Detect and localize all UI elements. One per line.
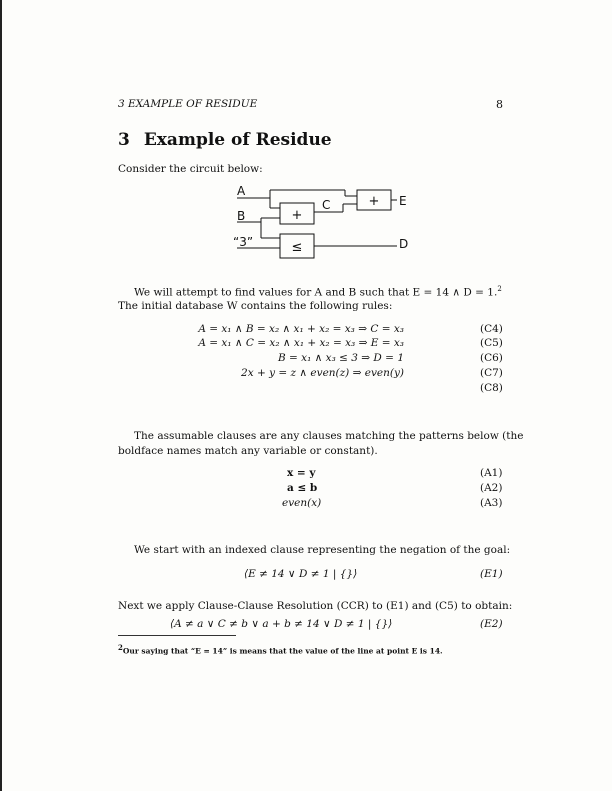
section-title: Example of Residue: [143, 130, 332, 150]
comparator-symbol: ≤: [291, 240, 303, 255]
circuit-label-e: E: [399, 194, 407, 208]
adder2-symbol: +: [368, 194, 380, 209]
rule-c5-expr: A = x₁ ∧ C = x₂ ∧ x₁ + x₂ = x₃ ⇒ E = x₃: [198, 337, 404, 349]
adder1-symbol: +: [291, 208, 303, 223]
clause-e2-label: (E2): [480, 618, 503, 630]
pattern-a1-label: (A1): [480, 467, 503, 479]
start-text: We start with an indexed clause representing the negation of the goal:: [134, 544, 511, 556]
footnote-ref: 2: [497, 285, 502, 293]
rule-c5-label: (C5): [480, 337, 503, 349]
circuit-label-a: A: [237, 184, 246, 198]
page-edge: [0, 0, 2, 791]
pattern-a3-label: (A3): [480, 497, 503, 509]
circuit-label-b: B: [237, 209, 246, 223]
circuit-label-three: “3”: [233, 235, 254, 249]
clause-e1-expr: ⟨E ≠ 14 ∨ D ≠ 1 | {}⟩: [244, 568, 358, 580]
rule-c6-label: (C6): [480, 352, 503, 364]
rule-c7-expr: 2x + y = z ∧ even(z) ⇒ even(y): [241, 367, 404, 379]
rule-c4-expr: A = x₁ ∧ B = x₂ ∧ x₁ + x₂ = x₃ ⇒ C = x₃: [198, 323, 404, 335]
rule-c6-expr: B = x₁ ∧ x₃ ≤ 3 ⇒ D = 1: [277, 352, 404, 364]
goal-text: [134, 285, 502, 299]
database-intro: The initial database W contains the following rules:: [118, 300, 393, 312]
next-text: Next we apply Clause-Clause Resolution (CCR) to (E1) and (C5) to obtain:: [118, 600, 513, 612]
intro-text: Consider the circuit below:: [118, 163, 263, 175]
pattern-a3-expr: even(x): [282, 497, 322, 509]
rule-c8-label: (C8): [480, 382, 503, 394]
goal-sentence: We will attempt to find values for A and B such that E = 14 ∧ D = 1.: [134, 286, 498, 299]
pattern-a2-label: (A2): [480, 482, 503, 494]
assumable-line-2: boldface names match any variable or constant).: [118, 445, 378, 457]
circuit-label-d: D: [399, 237, 409, 251]
section-number: 3: [118, 130, 130, 150]
clause-e2-expr: ⟨A ≠ a ∨ C ≠ b ∨ a + b ≠ 14 ∨ D ≠ 1 | {}⟩: [170, 618, 393, 630]
footnote-text: Our saying that “E = 14” is means that the value of the line at point E is 14.: [122, 646, 443, 656]
page-number: 8: [496, 98, 503, 111]
pattern-a2-expr: a ≤ b: [287, 482, 318, 494]
clause-e1-label: (E1): [480, 568, 503, 580]
section-heading: [118, 130, 332, 150]
running-header: 3 EXAMPLE OF RESIDUE: [118, 98, 258, 110]
pattern-a1-expr: x = y: [287, 467, 316, 479]
rule-c7-label: (C7): [480, 367, 503, 379]
footnote-divider: [118, 635, 236, 636]
rule-c4-label: (C4): [480, 323, 503, 335]
circuit-diagram: [225, 182, 425, 264]
assumable-line-1: The assumable clauses are any clauses matching the patterns below (the: [134, 430, 524, 442]
footnote: [118, 643, 443, 656]
footnote-marker: 2: [118, 643, 123, 652]
circuit-label-c: C: [322, 198, 331, 212]
